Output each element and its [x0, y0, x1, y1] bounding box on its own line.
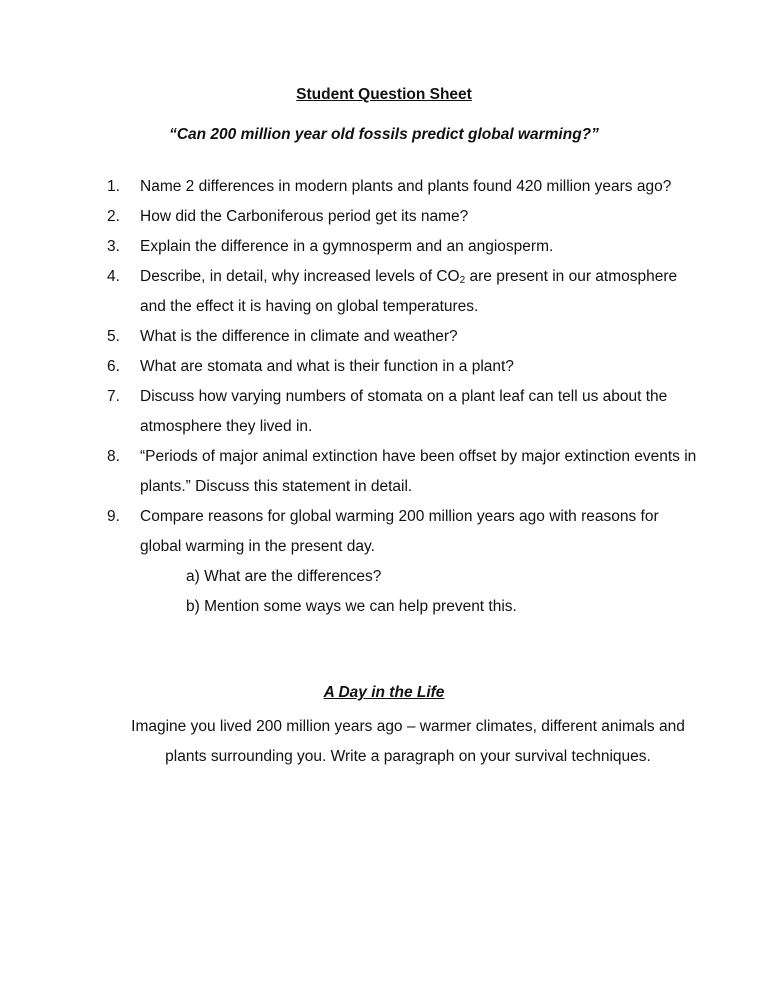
- subscript-2: 2: [459, 275, 466, 286]
- question-text: Name 2 differences in modern plants and plants found 420 million years ago?: [140, 178, 672, 195]
- question-text: Discuss how varying numbers of stomata on a plant leaf can tell us about the atmosphere they lived in.: [140, 388, 668, 435]
- question-text: What is the difference in climate and weather?: [140, 328, 458, 345]
- sub-question-label: b): [186, 598, 200, 615]
- question-number: 8.: [107, 448, 120, 465]
- question-item: [107, 262, 697, 322]
- question-text-part: are present in our atmosphere and the effect it is having on global temperatures.: [140, 268, 678, 315]
- question-item: [107, 442, 697, 502]
- question-number: 6.: [107, 358, 120, 375]
- question-text: Compare reasons for global warming 200 million years ago with reasons for global warming in the present day.: [140, 508, 659, 555]
- question-number: 9.: [107, 508, 120, 525]
- question-item: [107, 352, 697, 382]
- sheet-title: Student Question Sheet: [296, 86, 472, 103]
- sub-question-text: What are the differences?: [204, 568, 382, 585]
- question-text-part: Describe, in detail, why increased levels of CO: [140, 268, 460, 285]
- question-text: “Periods of major animal extinction have been offset by major extinction events in plants.” Discuss this statement in detail.: [140, 448, 697, 495]
- section-body: Imagine you lived 200 million years ago – warmer climates, different animals and plants surrounding you. Write a paragraph on your survival techniques.: [131, 718, 685, 765]
- question-item: [107, 382, 697, 442]
- question-item: [107, 172, 697, 202]
- question-number: 3.: [107, 238, 120, 255]
- question-text: Explain the difference in a gymnosperm and an angiosperm.: [140, 238, 554, 255]
- question-item: [107, 502, 697, 622]
- question-number: 2.: [107, 208, 120, 225]
- question-text: How did the Carboniferous period get its name?: [140, 208, 469, 225]
- sub-question-label: a): [186, 568, 200, 585]
- question-item: [107, 202, 697, 232]
- question-item: [107, 322, 697, 352]
- question-number: 4.: [107, 268, 120, 285]
- question-number: 1.: [107, 178, 120, 195]
- question-number: 5.: [107, 328, 120, 345]
- sub-question-item: [186, 592, 697, 622]
- question-number: 7.: [107, 388, 120, 405]
- sheet-subtitle: “Can 200 million year old fossils predict global warming?”: [169, 126, 599, 143]
- question-text: What are stomata and what is their function in a plant?: [140, 358, 514, 375]
- sub-question-item: [186, 562, 697, 592]
- sub-question-list: [140, 562, 697, 622]
- sub-question-text: Mention some ways we can help prevent this.: [204, 598, 517, 615]
- question-item: [107, 232, 697, 262]
- question-list: [107, 172, 697, 622]
- section-title: A Day in the Life: [323, 684, 445, 701]
